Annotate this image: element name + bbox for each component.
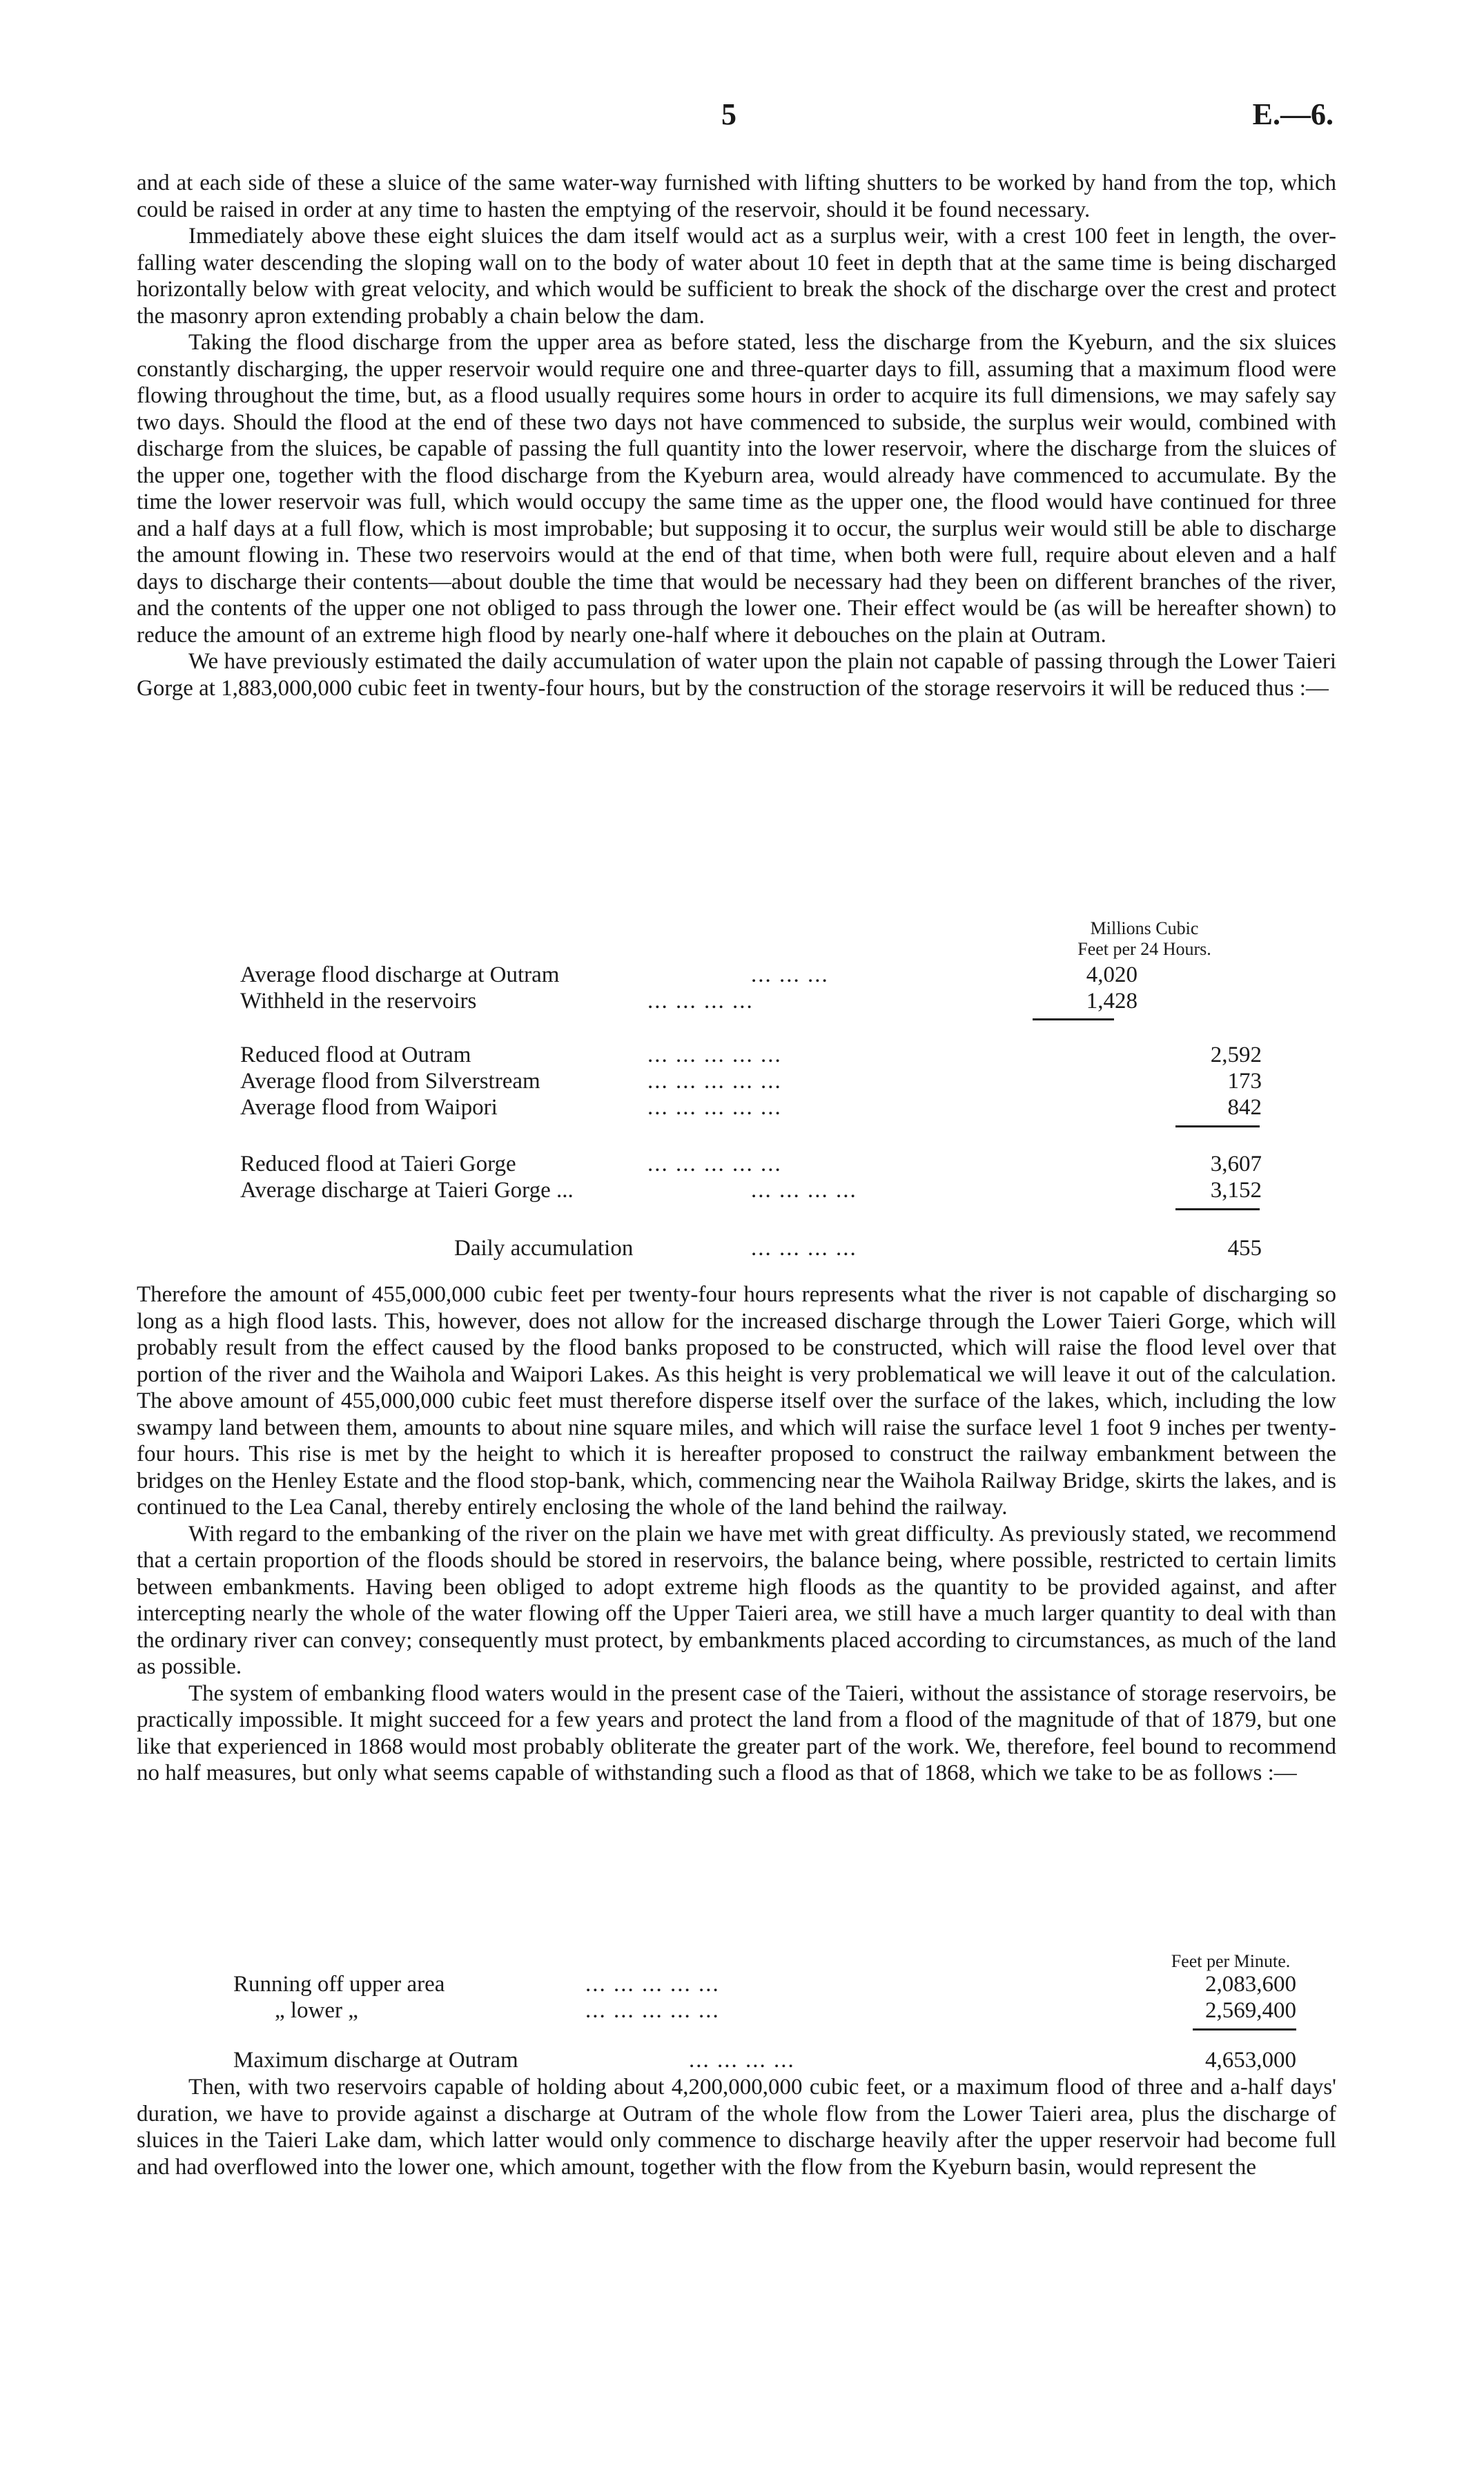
table-row: Maximum discharge at Outram ... ... ... ... 4,653,000 [233, 2048, 1296, 2073]
paragraph: and at each side of these a sluice of the same water-way furnished with lifting shutters to be worked by hand from the top, which could be raised in order at any time to hasten the emptying of the reservoir, should it be found necessary. [137, 171, 1336, 222]
page-number: 5 [721, 97, 736, 131]
paragraph: With regard to the embanking of the river on the plain we have met with great difficulty. As previously stated, we recommend that a certain proportion of the floods should be stored in reservoirs, the balance being, where possible, restricted to certain limits between embankments. Having been obliged to adopt extreme high floods as the quantity to be provided against, and after intercepting nearly the whole of the water flowing off the Upper Taieri area, we still have a much larger quantity to deal with than the ordinary river can convey; consequently must protect, by embankments placed according to circumstances, as much of the land as possible. [137, 1521, 1336, 1679]
table-row: Daily accumulation ... ... ... ... 455 [454, 1236, 1262, 1261]
subtotal-rule [1033, 1018, 1114, 1020]
table-row: Average discharge at Taieri Gorge ... ... ... ... ... 3,152 [240, 1178, 1262, 1203]
paragraph: We have previously estimated the daily accumulation of water upon the plain not capable of passing through the Lower Taieri Gorge at 1,883,000,000 cubic feet in twenty-four hours, but by the construction of the storage reservoirs it will be reduced thus :— [137, 649, 1336, 701]
subtotal-rule [1175, 1125, 1260, 1127]
table-column-header: Feet per Minute. [1171, 1951, 1291, 1971]
table-row: Average flood from Silverstream ... ... ... ... ... 173 [240, 1069, 1262, 1094]
document-reference: E.—6. [1252, 97, 1334, 131]
paragraph: Therefore the amount of 455,000,000 cubic feet per twenty-four hours represents what the river is not capable of discharging so long as a high flood lasts. This, however, does not allow for the increased discharge through the Lower Taieri Gorge, which will probably result from the effect caused by the flood banks proposed to be constructed, which will raise the flood level over that portion of the river and the Waihola and Waipori Lakes. As this height is very problematical we will leave it out of the calculation. The above amount of 455,000,000 cubic feet must therefore disperse itself over the surface of the lakes, which, including the low swampy land between them, amounts to about nine square miles, and which will raise the surface level 1 foot 9 inches per twenty-four hours. This rise is met by the height to which it is hereafter proposed to construct the railway embankment between the bridges on the Henley Estate and the flood stop-bank, which, commencing near the Waihola Railway Bridge, skirts the lakes, and is continued to the Lea Canal, thereby entirely enclosing the whole of the land behind the railway. [137, 1282, 1336, 1520]
subtotal-rule [1175, 1208, 1260, 1210]
body-text-section-b [137, 1281, 1336, 1787]
paragraph: The system of embanking flood waters would in the present case of the Taieri, without the assistance of storage reservoirs, be practically impossible. It might succeed for a few years and protect the land from a flood of the magnitude of that of 1879, but one like that experienced in 1868 would most probably obliterate the greater part of the work. We, therefore, feel bound to recommend no half measures, but only what seems capable of withstanding such a flood as that of 1868, which we take to be as follows :— [137, 1680, 1336, 1785]
subtotal-rule [1193, 2028, 1296, 2031]
body-text-section-c [137, 2074, 1336, 2180]
table-column-header: Millions Cubic Feet per 24 Hours. [1077, 918, 1211, 959]
body-text-section-a [137, 170, 1336, 701]
table-row: Reduced flood at Outram ... ... ... ... ... 2,592 [240, 1043, 1262, 1067]
table-row: Withheld in the reservoirs ... ... ... ... 1,428 [240, 989, 1138, 1014]
maximum-discharge-table [137, 1951, 1336, 2082]
table-row: Reduced flood at Taieri Gorge ... ... ... ... ... 3,607 [240, 1152, 1262, 1176]
paragraph: Taking the flood discharge from the upper area as before stated, less the discharge from the Kyeburn, and the six sluices constantly discharging, the upper reservoir would require one and three-quarter days to fill, assuming that a maximum flood were flowing throughout the time, but, as a flood usually requires some hours in order to acquire its full dimensions, we may safely say two days. Should the flood at the end of these two days not have commenced to subside, the surplus weir would, combined with discharge from the sluices, be capable of passing the full quantity into the lower reservoir, where the discharge from the sluices of the upper one, together with the flood discharge from the Kyeburn area, would already have commenced to accumulate. By the time the lower reservoir was full, which would occupy the same time as the upper one, the flood would have continued for three and a half days at a full flow, which is most improbable; but supposing it to occur, the surplus weir would still be able to discharge the amount flowing in. These two reservoirs would at the end of that time, when both were full, require about eleven and a half days to discharge their contents—about double the time that would be necessary had they been on different branches of the river, and the contents of the upper one not obliged to pass through the lower one. Their effect would be (as will be hereafter shown) to reduce the amount of an extreme high flood by nearly one-half where it debouches on the plain at Outram. [137, 330, 1336, 648]
table-row: Running off upper area ... ... ... ... ... 2,083,600 [233, 1972, 1296, 1997]
table-row: Average flood from Waipori ... ... ... ... ... 842 [240, 1095, 1262, 1120]
table-row: Average flood discharge at Outram ... ... ... 4,020 [240, 962, 1138, 987]
table-row: „ lower „ ... ... ... ... ... 2,569,400 [275, 1998, 1296, 2023]
paragraph: Then, with two reservoirs capable of holding about 4,200,000,000 cubic feet, or a maximum flood of three and a-half days' duration, we have to provide against a discharge at Outram of the whole flow from the Lower Taieri area, plus the discharge of sluices in the Taieri Lake dam, which latter would only commence to discharge heavily after the upper reservoir had become full and had overflowed into the lower one, which amount, together with the flow from the Kyeburn basin, would represent the [137, 2075, 1336, 2180]
paragraph: Immediately above these eight sluices the dam itself would act as a surplus weir, with a crest 100 feet in length, the over-falling water descending the sloping wall on to the body of water about 10 feet in depth that at the same time is being discharged horizontally below with great velocity, and which would be sufficient to break the shock of the discharge over the crest and protect the masonry apron extending probably a chain below the dam. [137, 224, 1336, 329]
flood-reduction-table [137, 918, 1336, 1277]
